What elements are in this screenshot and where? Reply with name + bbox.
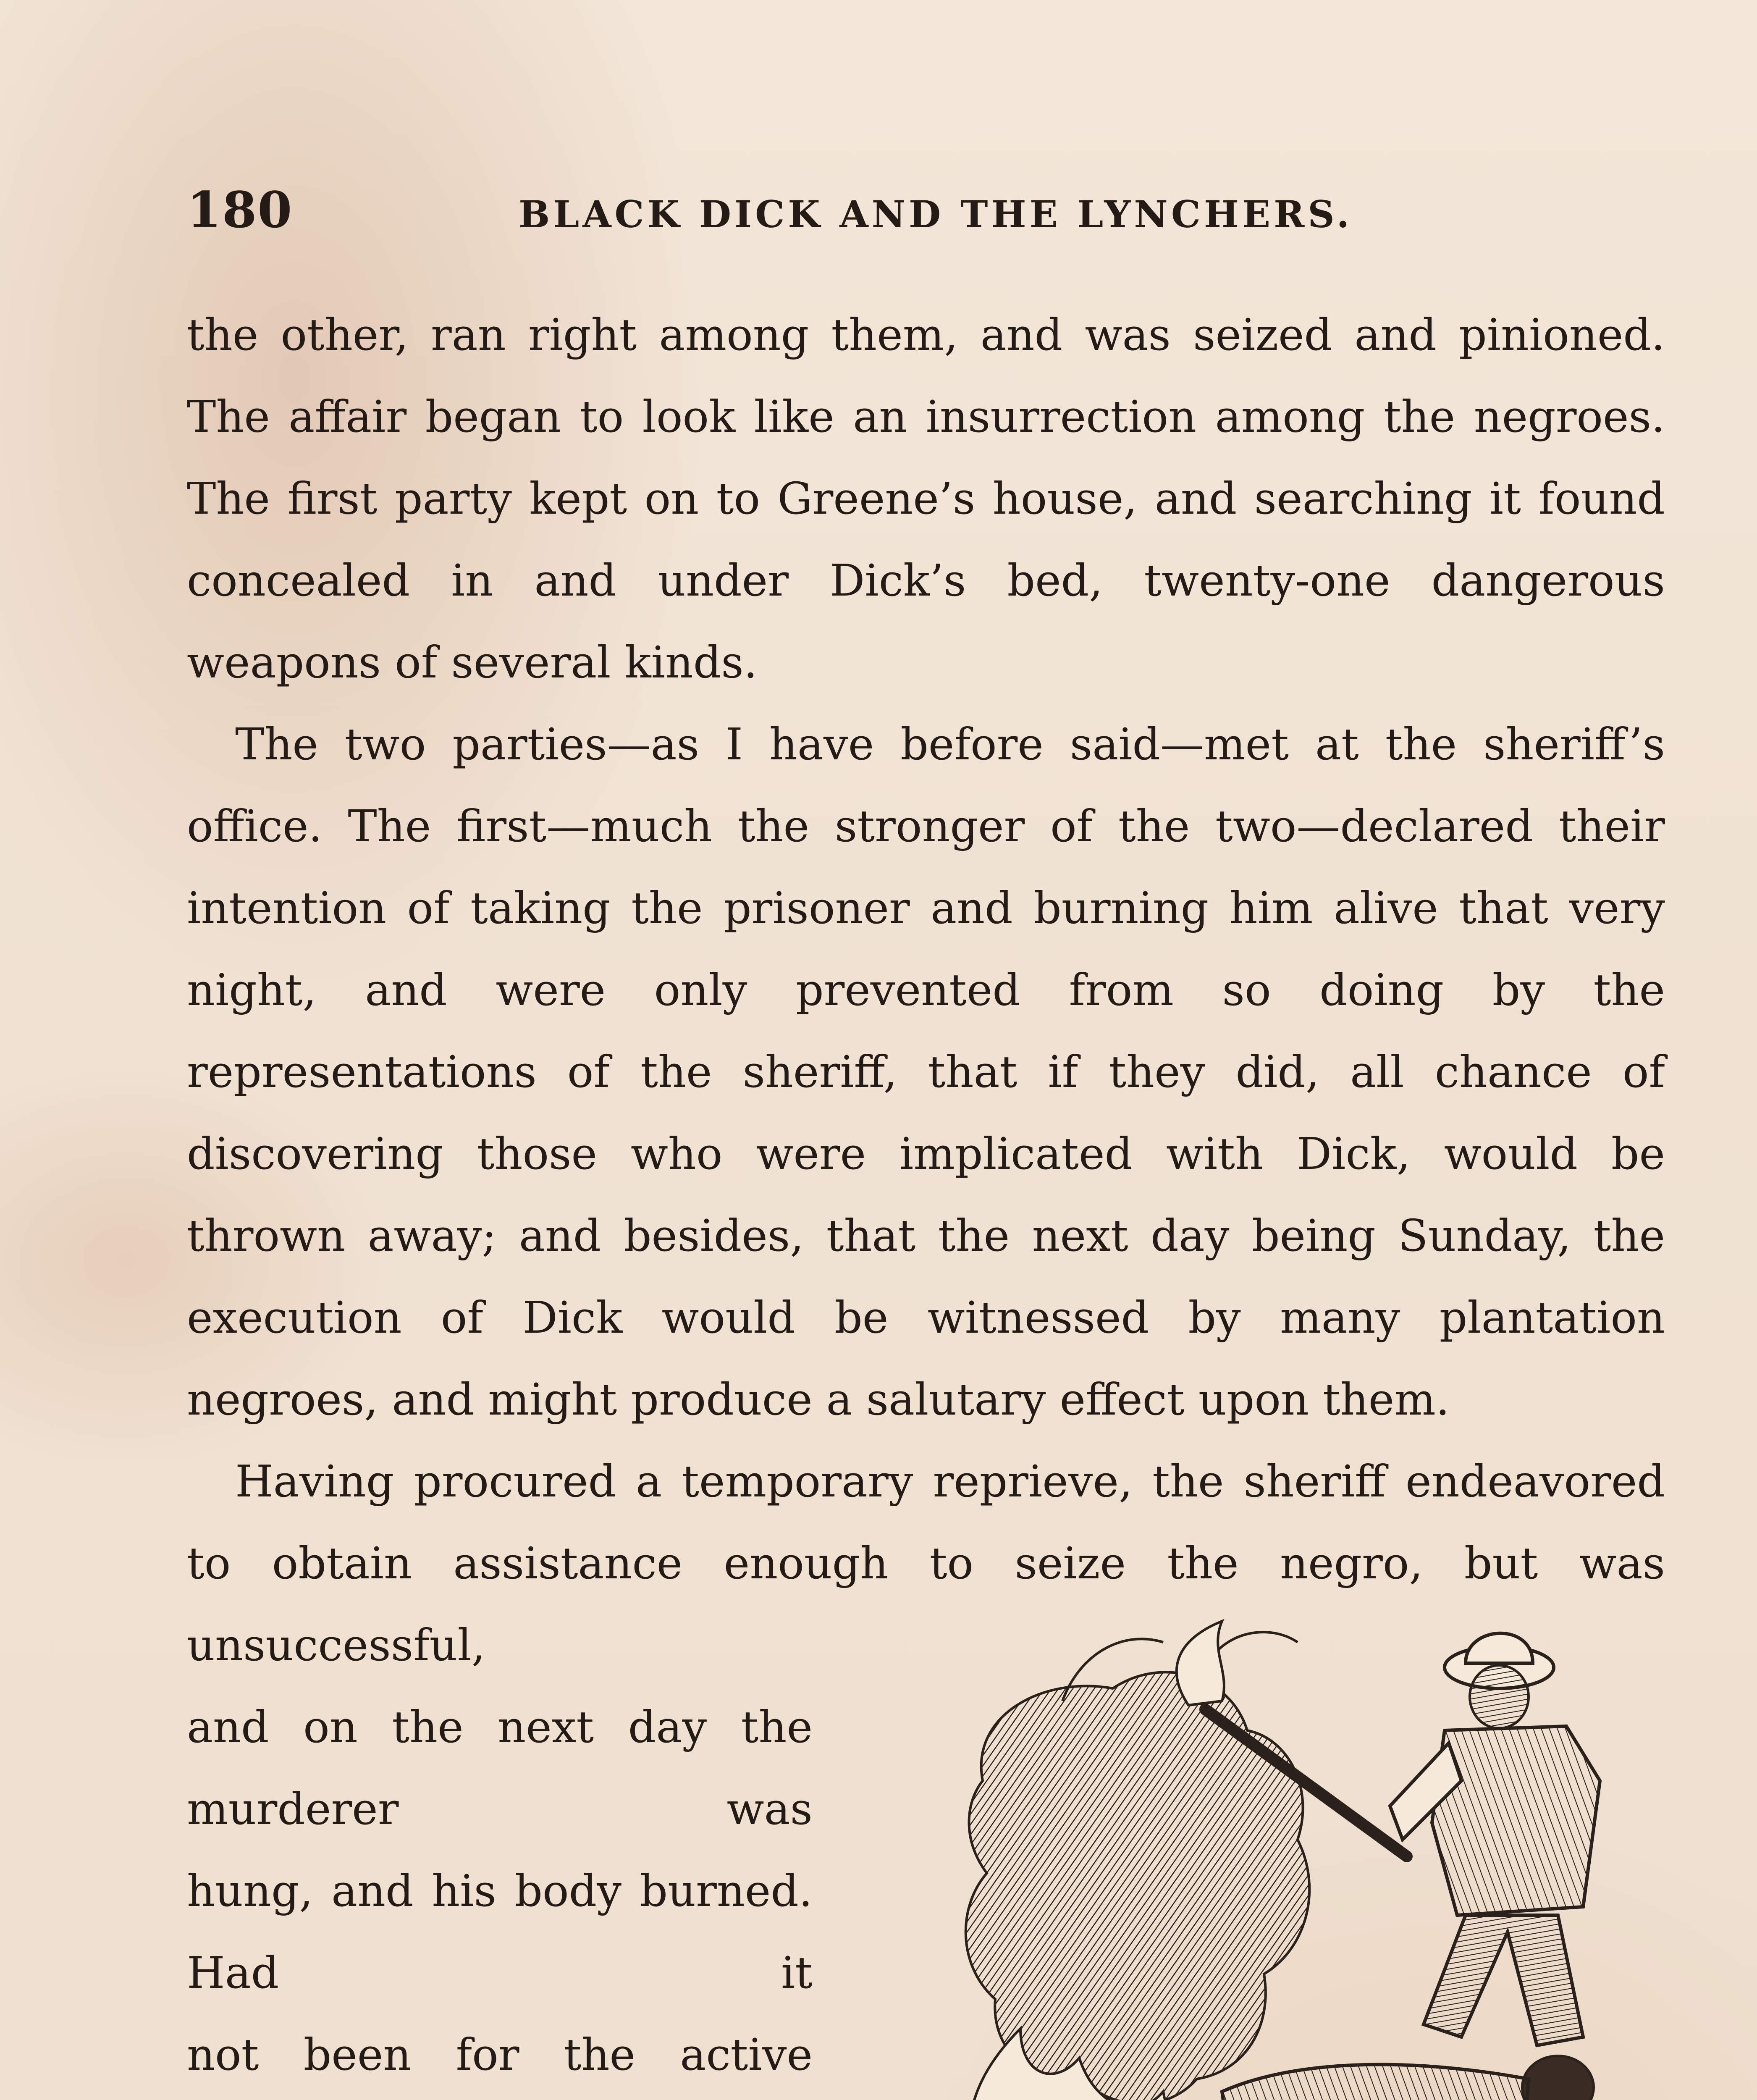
page-number: 180 — [187, 181, 293, 239]
man-hat-crown — [1466, 1633, 1533, 1663]
page-header — [187, 181, 1665, 248]
man-torso — [1432, 1726, 1600, 1915]
engraving-illustration — [844, 1604, 1676, 2100]
engraving-figure — [844, 1604, 1676, 2100]
man-head — [1470, 1665, 1529, 1728]
paragraph-3-start: Having procured a temporary reprieve, the sheriff endeavored to obtain assistance enough to seize the negro, but was unsuccessful, — [187, 1456, 1665, 1671]
paragraph-1: the other, ran right among them, and was seized and pinioned. The affair began to look like an insurrection among the negroes. The first party kept on to Greene’s house, and searching it found concealed in and under Dick’s bed, twenty-one dangerous weapons of several kinds. — [187, 309, 1665, 688]
running-head: BLACK DICK AND THE LYNCHERS. — [519, 192, 1353, 236]
wrap-line-1: and on the next day the murderer was — [187, 1701, 813, 1835]
victim-body — [1222, 2065, 1529, 2100]
victim-head — [1522, 2056, 1594, 2100]
wrap-line-3: not been for the active — [187, 2029, 813, 2080]
man-legs — [1424, 1915, 1583, 2045]
wrap-line-2: hung, and his body burned. Had it — [187, 1865, 813, 1998]
text-wrap-column — [187, 1686, 813, 2100]
paragraph-2: The two parties—as I have before said—met at the sheriff’s office. The first—much the stronger of the two—declared their intention of taking the prisoner and burning him alive that very night, and were only prevented from so doing by the representations of the sheriff, that if they did, all chance of discovering those who were implicated with Dick, would be thrown away; and besides, that the next day being Sunday, the execution of Dick would be witnessed by many plantation negroes, and might produce a salutary effect upon them. — [187, 719, 1665, 1425]
torch-flame — [1177, 1621, 1224, 1705]
